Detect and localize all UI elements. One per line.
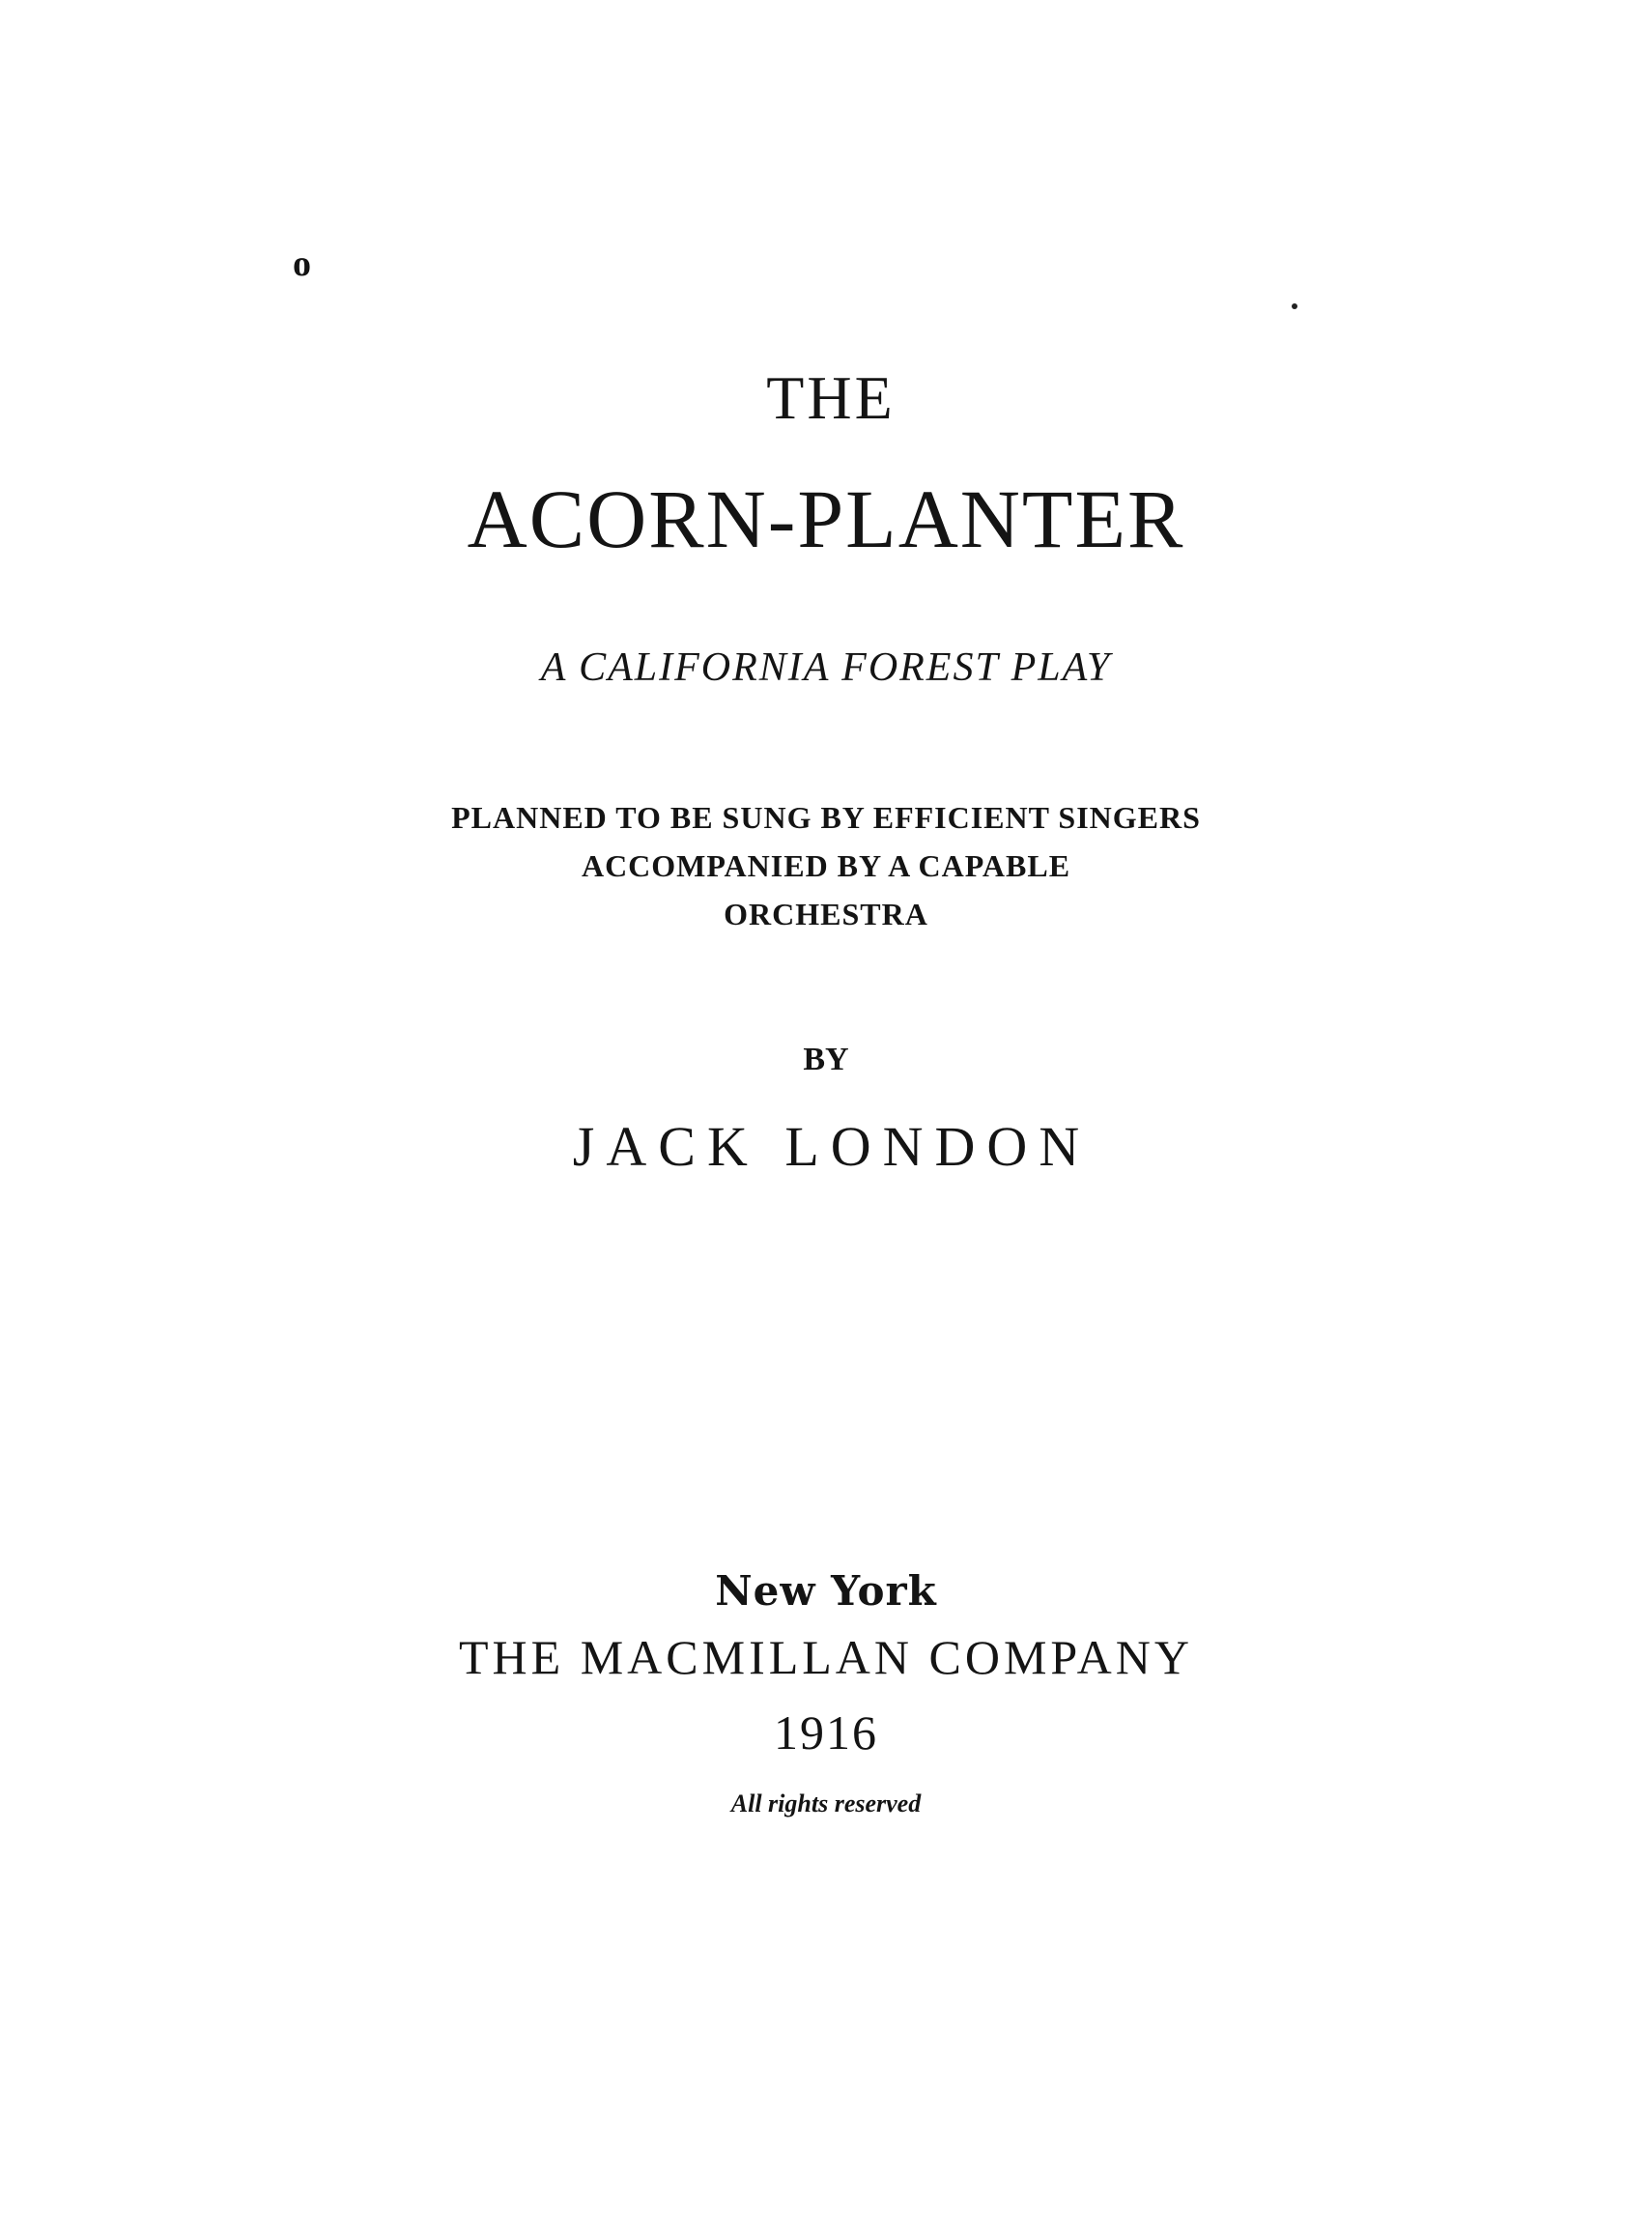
description-line: ACCOMPANIED BY A CAPABLE (581, 848, 1071, 883)
rights-notice: All rights reserved (730, 1789, 922, 1817)
description-line: ORCHESTRA (724, 897, 928, 931)
publication-place: New York (715, 1567, 937, 1615)
description-line: PLANNED TO BE SUNG BY EFFICIENT SINGERS (451, 800, 1201, 835)
subtitle: A CALIFORNIA FOREST PLAY (540, 645, 1112, 690)
page-title: ACORN-PLANTER (467, 472, 1185, 565)
publication-year: 1916 (774, 1705, 878, 1760)
title-prefix: THE (766, 363, 896, 432)
author-name: JACK LONDON (572, 1115, 1092, 1178)
stray-dot (1292, 303, 1297, 309)
publisher-name: THE MACMILLAN COMPANY (459, 1630, 1193, 1684)
stray-mark: o (293, 243, 311, 284)
by-label: BY (803, 1042, 849, 1077)
